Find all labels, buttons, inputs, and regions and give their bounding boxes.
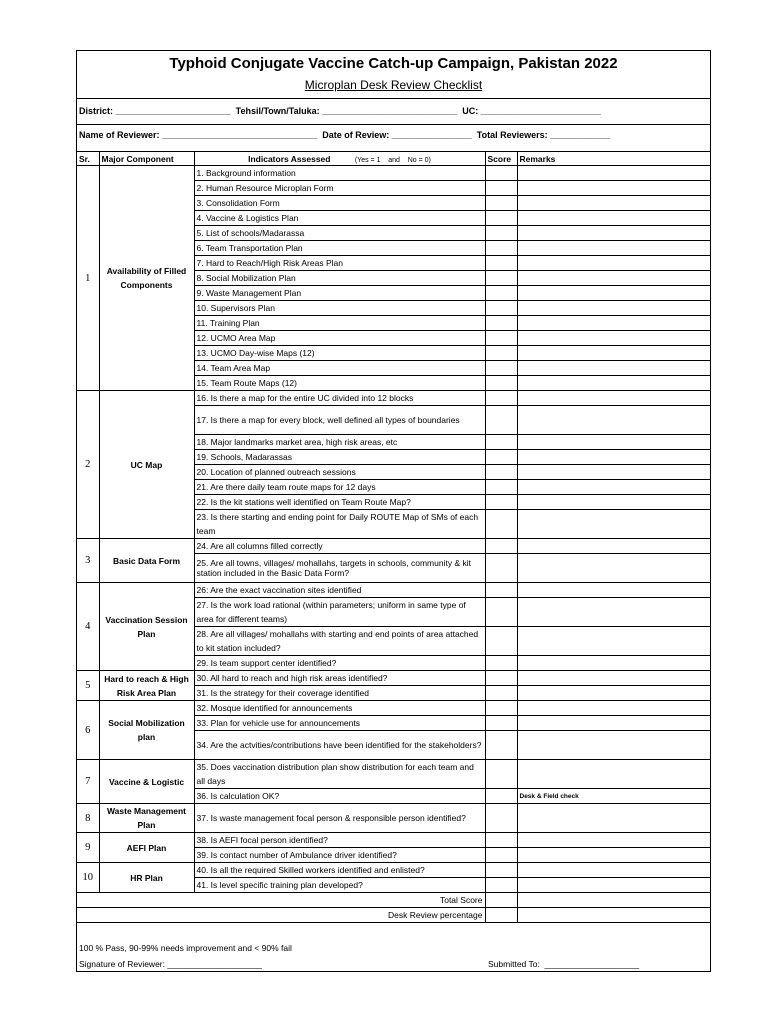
divider <box>77 98 710 99</box>
remarks-cell[interactable] <box>517 495 710 510</box>
score-cell[interactable] <box>485 406 517 435</box>
score-cell[interactable] <box>485 848 517 863</box>
remarks-cell[interactable] <box>517 271 710 286</box>
score-cell[interactable] <box>485 480 517 495</box>
remarks-cell[interactable] <box>517 598 710 627</box>
table-row <box>77 391 710 406</box>
section-number: 9 <box>77 833 99 863</box>
major-component: Hard to reach & High Risk Area Plan <box>99 671 194 701</box>
remarks-cell[interactable] <box>517 833 710 848</box>
submitted-to-line: Submitted To: ____________________ <box>488 959 640 969</box>
remarks-cell[interactable] <box>517 241 710 256</box>
remarks-header: Remarks <box>517 152 710 166</box>
remarks-cell[interactable] <box>517 539 710 554</box>
score-cell[interactable] <box>485 627 517 656</box>
indicator-text: 32. Mosque identified for announcements <box>194 701 485 716</box>
indicator-text: 10. Supervisors Plan <box>194 301 485 316</box>
sr-header: Sr. <box>77 152 99 166</box>
indicator-text: 23. Is there starting and ending point for Daily ROUTE Map of SMs of each team <box>194 510 485 539</box>
remarks-cell[interactable] <box>517 211 710 226</box>
table-row <box>77 166 710 181</box>
indicator-text: 17. Is there a map for every block, well defined all types of boundaries <box>194 406 485 435</box>
indicator-text: 21. Are there daily team route maps for 12 days <box>194 480 485 495</box>
major-component: Availability of Filled Components <box>99 166 194 391</box>
score-header: Score <box>485 152 517 166</box>
remarks-cell[interactable] <box>517 166 710 181</box>
score-cell[interactable] <box>485 286 517 301</box>
remarks-cell[interactable]: Desk & Field check <box>517 789 710 804</box>
score-cell[interactable] <box>485 331 517 346</box>
score-cell[interactable] <box>485 804 517 833</box>
indicator-text: 40. Is all the required Skilled workers identified and enlisted? <box>194 863 485 878</box>
score-cell[interactable] <box>485 510 517 539</box>
pass-criteria: 100 % Pass, 90-99% needs improvement and < 90% fail <box>79 943 292 953</box>
remarks-cell[interactable] <box>517 863 710 878</box>
indicator-text: 24. Are all columns filled correctly <box>194 539 485 554</box>
major-component: Social Mobilization plan <box>99 701 194 760</box>
scoring-scale: (Yes = 1 and No = 0) <box>354 156 431 164</box>
totals-row <box>77 893 710 908</box>
remarks-cell[interactable] <box>517 731 710 760</box>
indicator-text: 31. Is the strategy for their coverage identified <box>194 686 485 701</box>
indicator-text: 9. Waste Management Plan <box>194 286 485 301</box>
indicator-text: 37. Is waste management focal person & responsible person identified? <box>194 804 485 833</box>
page-subtitle: Microplan Desk Review Checklist <box>304 78 483 92</box>
remarks-cell[interactable] <box>517 583 710 598</box>
checklist-table <box>77 151 711 923</box>
table-row <box>77 583 710 598</box>
remarks-cell[interactable] <box>517 908 710 923</box>
section-number: 4 <box>77 583 99 671</box>
indicator-text: 8. Social Mobilization Plan <box>194 271 485 286</box>
indicator-text: 28. Are all villages/ mohallahs with starting and end points of area attached to kit station included? <box>194 627 485 656</box>
indicator-text: 6. Team Transportation Plan <box>194 241 485 256</box>
remarks-cell[interactable] <box>517 554 710 583</box>
score-cell[interactable] <box>485 671 517 686</box>
major-component: Vaccination Session Plan <box>99 583 194 671</box>
remarks-cell[interactable] <box>517 181 710 196</box>
indicator-text: 29. Is team support center identified? <box>194 656 485 671</box>
score-cell[interactable] <box>485 376 517 391</box>
indicator-text: 19. Schools, Madarassas <box>194 450 485 465</box>
indicator-text: 13. UCMO Day-wise Maps (12) <box>194 346 485 361</box>
section-number: 5 <box>77 671 99 701</box>
major-component: UC Map <box>99 391 194 539</box>
indicator-text: 22. Is the kit stations well identified on Team Route Map? <box>194 495 485 510</box>
divider <box>77 124 710 125</box>
remarks-cell[interactable] <box>517 346 710 361</box>
score-cell[interactable] <box>485 539 517 554</box>
score-cell[interactable] <box>485 598 517 627</box>
indicator-text: 20. Location of planned outreach sessions <box>194 465 485 480</box>
remarks-cell[interactable] <box>517 878 710 893</box>
score-cell[interactable] <box>485 166 517 181</box>
section-number: 10 <box>77 863 99 893</box>
table-row <box>77 804 710 833</box>
indicators-header-label: Indicators Assessed <box>248 153 331 164</box>
indicator-text: 26: Are the exact vaccination sites identified <box>194 583 485 598</box>
score-cell[interactable] <box>485 656 517 671</box>
indicator-text: 25. Are all towns, villages/ mohallahs, targets in schools, community & kit station included in the Basic Data Form? <box>194 554 485 583</box>
indicator-text: 2. Human Resource Microplan Form <box>194 181 485 196</box>
score-cell[interactable] <box>485 893 517 908</box>
remarks-cell[interactable] <box>517 686 710 701</box>
score-cell[interactable] <box>485 789 517 804</box>
remarks-cell[interactable] <box>517 256 710 271</box>
remarks-cell[interactable] <box>517 391 710 406</box>
score-cell[interactable] <box>485 686 517 701</box>
total-score-label: Total Score <box>77 893 485 908</box>
remarks-cell[interactable] <box>517 804 710 833</box>
review-percentage-label: Desk Review percentage <box>77 908 485 923</box>
remarks-cell[interactable] <box>517 450 710 465</box>
component-header: Major Component <box>99 152 194 166</box>
score-cell[interactable] <box>485 465 517 480</box>
remarks-cell[interactable] <box>517 226 710 241</box>
score-cell[interactable] <box>485 716 517 731</box>
remarks-cell[interactable] <box>517 406 710 435</box>
score-cell[interactable] <box>485 863 517 878</box>
remarks-cell[interactable] <box>517 760 710 789</box>
section-number: 3 <box>77 539 99 583</box>
indicator-text: 38. Is AEFI focal person identified? <box>194 833 485 848</box>
score-cell[interactable] <box>485 301 517 316</box>
remarks-cell[interactable] <box>517 316 710 331</box>
indicator-text: 12. UCMO Area Map <box>194 331 485 346</box>
remarks-cell[interactable] <box>517 510 710 539</box>
remarks-cell[interactable] <box>517 196 710 211</box>
score-cell[interactable] <box>485 731 517 760</box>
section-number: 1 <box>77 166 99 391</box>
major-component: Vaccine & Logistic <box>99 760 194 804</box>
indicator-text: 5. List of schools/Madarassa <box>194 226 485 241</box>
score-cell[interactable] <box>485 701 517 716</box>
score-cell[interactable] <box>485 241 517 256</box>
remarks-cell[interactable] <box>517 301 710 316</box>
remarks-cell[interactable] <box>517 376 710 391</box>
major-component: Basic Data Form <box>99 539 194 583</box>
remarks-cell[interactable] <box>517 286 710 301</box>
score-cell[interactable] <box>485 878 517 893</box>
remarks-cell[interactable] <box>517 435 710 450</box>
score-cell[interactable] <box>485 495 517 510</box>
score-cell[interactable] <box>485 226 517 241</box>
table-row <box>77 863 710 878</box>
indicator-text: 30. All hard to reach and high risk areas identified? <box>194 671 485 686</box>
score-cell[interactable] <box>485 435 517 450</box>
table-row <box>77 760 710 789</box>
score-cell[interactable] <box>485 346 517 361</box>
score-cell[interactable] <box>485 391 517 406</box>
table-row <box>77 833 710 848</box>
indicator-text: 39. Is contact number of Ambulance driver identified? <box>194 848 485 863</box>
indicator-text: 7. Hard to Reach/High Risk Areas Plan <box>194 256 485 271</box>
indicator-text: 1. Background information <box>194 166 485 181</box>
table-row <box>77 539 710 554</box>
signature-line: Signature of Reviewer: ____________________ <box>79 959 262 969</box>
table-row <box>77 671 710 686</box>
table-header-row <box>77 152 710 166</box>
indicator-text: 11. Training Plan <box>194 316 485 331</box>
score-cell[interactable] <box>485 908 517 923</box>
remarks-cell[interactable] <box>517 361 710 376</box>
remarks-cell[interactable] <box>517 627 710 656</box>
remarks-cell[interactable] <box>517 893 710 908</box>
score-cell[interactable] <box>485 833 517 848</box>
score-cell[interactable] <box>485 450 517 465</box>
remarks-cell[interactable] <box>517 671 710 686</box>
indicator-text: 15. Team Route Maps (12) <box>194 376 485 391</box>
remarks-cell[interactable] <box>517 465 710 480</box>
remarks-cell[interactable] <box>517 480 710 495</box>
reviewer-fields: Name of Reviewer: _______________________________ Date of Review: ________________ Total Reviewers: ____________ <box>79 130 611 140</box>
indicator-text: 41. Is level specific training plan developed? <box>194 878 485 893</box>
table-row <box>77 701 710 716</box>
score-cell[interactable] <box>485 181 517 196</box>
score-cell[interactable] <box>485 211 517 226</box>
indicator-text: 14. Team Area Map <box>194 361 485 376</box>
score-cell[interactable] <box>485 554 517 583</box>
page-title: Typhoid Conjugate Vaccine Catch-up Campaign, Pakistan 2022 <box>169 55 618 72</box>
section-number: 8 <box>77 804 99 833</box>
checklist-sheet <box>76 50 711 972</box>
section-number: 6 <box>77 701 99 760</box>
indicator-text: 16. Is there a map for the entire UC divided into 12 blocks <box>194 391 485 406</box>
major-component: Waste Management Plan <box>99 804 194 833</box>
remarks-cell[interactable] <box>517 716 710 731</box>
indicator-text: 35. Does vaccination distribution plan show distribution for each team and all days <box>194 760 485 789</box>
score-cell[interactable] <box>485 361 517 376</box>
section-number: 2 <box>77 391 99 539</box>
indicator-text: 3. Consolidation Form <box>194 196 485 211</box>
totals-row <box>77 908 710 923</box>
indicator-text: 36. Is calculation OK? <box>194 789 485 804</box>
indicator-text: 33. Plan for vehicle use for announcements <box>194 716 485 731</box>
indicator-text: 34. Are the actvities/contributions have been identified for the stakeholders? <box>194 731 485 760</box>
section-number: 7 <box>77 760 99 804</box>
score-cell[interactable] <box>485 760 517 789</box>
indicator-text: 4. Vaccine & Logistics Plan <box>194 211 485 226</box>
score-cell[interactable] <box>485 271 517 286</box>
major-component: HR Plan <box>99 863 194 893</box>
score-cell[interactable] <box>485 316 517 331</box>
score-cell[interactable] <box>485 196 517 211</box>
major-component: AEFI Plan <box>99 833 194 863</box>
indicators-header <box>194 152 485 166</box>
indicator-text: 27. Is the work load rational (within parameters; uniform in same type of area for different teams) <box>194 598 485 627</box>
score-cell[interactable] <box>485 256 517 271</box>
remarks-cell[interactable] <box>517 331 710 346</box>
location-fields: District: _______________________ Tehsil/Town/Taluka: ___________________________ UC: ________________________ <box>79 106 601 116</box>
remarks-cell[interactable] <box>517 848 710 863</box>
score-cell[interactable] <box>485 583 517 598</box>
indicator-text: 18. Major landmarks market area, high risk areas, etc <box>194 435 485 450</box>
remarks-cell[interactable] <box>517 701 710 716</box>
remarks-cell[interactable] <box>517 656 710 671</box>
